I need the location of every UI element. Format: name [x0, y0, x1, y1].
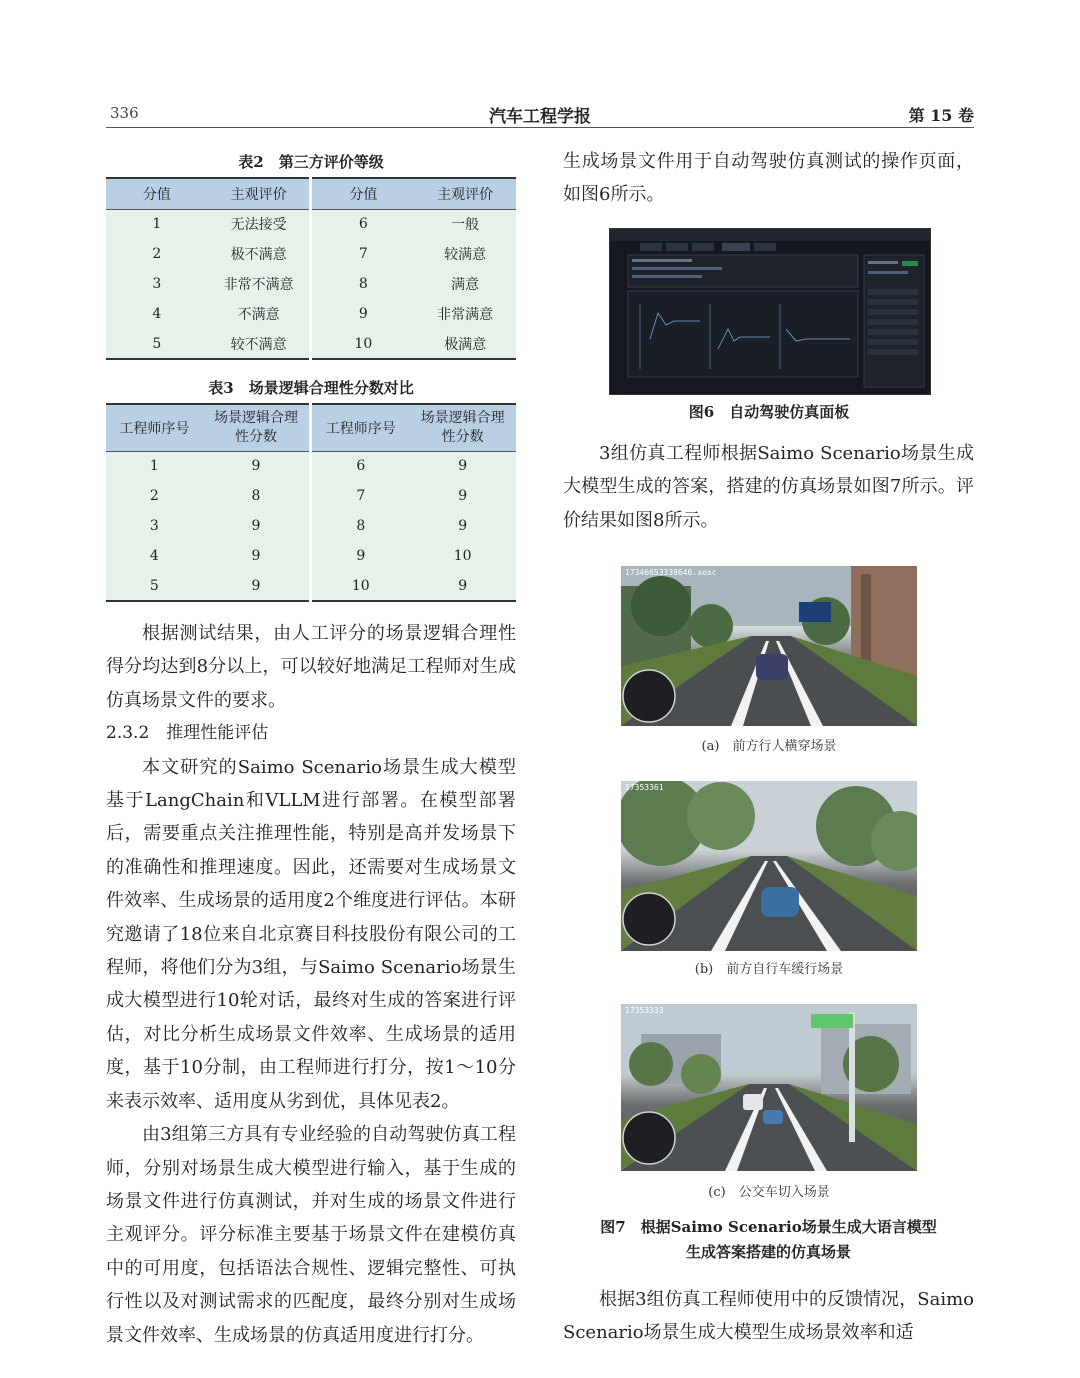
scene-a-graphic	[621, 566, 917, 726]
table-cell: 10	[409, 541, 516, 571]
scene-a-filename: 17346653339646.xosc	[625, 568, 717, 577]
figure6-caption: 图6 自动驾驶仿真面板	[688, 403, 850, 421]
page-number: 336	[110, 104, 139, 122]
table2-header-cell: 主观评价	[414, 178, 516, 209]
paragraph: 根据测试结果，由人工评分的场景逻辑合理性得分均达到8分以上，可以较好地满足工程师对生成仿真场景文件的要求。	[106, 623, 516, 711]
table-cell: 9	[203, 511, 311, 541]
table3-header-cell: 工程师序号	[106, 404, 203, 451]
table-cell: 9	[409, 571, 516, 601]
figure7-caption-line1: 图7 根据Saimo Scenario场景生成大语言模型	[600, 1218, 937, 1236]
table-cell: 3	[106, 511, 203, 541]
table-cell: 5	[106, 329, 208, 359]
table3-header-row	[106, 404, 516, 451]
table-row	[106, 541, 516, 571]
paragraph: 3组仿真工程师根据Saimo Scenario场景生成大模型生成的答案，搭建的仿真场景如图7所示。评价结果如图8所示。	[563, 443, 974, 531]
table-cell: 7	[311, 239, 414, 269]
scene-bus-cut-in	[621, 1004, 917, 1171]
table-cell: 4	[106, 541, 203, 571]
table-cell: 极满意	[414, 329, 516, 359]
table-cell: 不满意	[208, 299, 311, 329]
table-cell: 8	[311, 511, 409, 541]
table-row	[106, 481, 516, 511]
paragraph: 生成场景文件用于自动驾驶仿真测试的操作页面，如图6所示。	[563, 151, 974, 206]
table-cell: 1	[106, 209, 208, 239]
table-cell: 8	[203, 481, 311, 511]
table-cell: 9	[203, 541, 311, 571]
volume-label: 第 15 卷	[908, 106, 974, 125]
table-cell: 较不满意	[208, 329, 311, 359]
table-row	[106, 571, 516, 601]
table-cell: 较满意	[414, 239, 516, 269]
paragraph: 根据3组仿真工程师使用中的反馈情况，Saimo Scenario场景生成大模型生成场景效率和适	[563, 1289, 974, 1344]
right-column-text-top	[563, 145, 974, 212]
figure7b-caption: (b) 前方自行车缓行场景	[694, 962, 844, 977]
table-cell: 6	[311, 451, 409, 481]
left-column-text	[106, 617, 516, 1352]
table-cell: 非常不满意	[208, 269, 311, 299]
table-cell: 2	[106, 481, 203, 511]
table-cell: 2	[106, 239, 208, 269]
table-cell: 8	[311, 269, 414, 299]
scene-pedestrian-crossing	[621, 566, 917, 726]
table-cell: 9	[409, 511, 516, 541]
figure7c-caption: (c) 公交车切入场景	[708, 1185, 830, 1200]
table3-header-cell: 场景逻辑合理性分数	[203, 404, 311, 451]
table-row	[106, 511, 516, 541]
figure7-caption-line2: 生成答案搭建的仿真场景	[685, 1243, 851, 1261]
table-cell: 9	[311, 299, 414, 329]
table2	[106, 177, 516, 360]
table-cell: 9	[311, 541, 409, 571]
simulation-panel-graphic	[610, 229, 930, 394]
table-cell: 极不满意	[208, 239, 311, 269]
paragraph: 由3组第三方具有专业经验的自动驾驶仿真工程师，分别对场景生成大模型进行输入，基于生成的场景文件进行仿真测试，并对生成的场景文件进行主观评分。评分标准主要基于场景文件在建模仿真中的可用度，包括语法合规性、逻辑完整性、可执行性以及对测试需求的匹配度，最终分别对生成场景文件效率、生成场景的仿真适用度进行打分。	[106, 1124, 516, 1346]
table-row	[106, 451, 516, 481]
table-row	[106, 299, 516, 329]
figure7a-caption: (a) 前方行人横穿场景	[701, 739, 837, 754]
scene-b-graphic	[621, 781, 917, 951]
table-cell: 满意	[414, 269, 516, 299]
paragraph: 本文研究的Saimo Scenario场景生成大模型基于LangChain和VLLM进行部署。在模型部署后，需要重点关注推理性能，特别是高并发场景下的准确性和推理速度。因此，还需要对生成场景文件效率、生成场景的适用度2个维度进行评估。本研究邀请了18位来自北京赛目科技股份有限公司的工程师，将他们分为3组，与Saimo Scenario场景生成大模型进行10轮对话，最终对生成的答案进行评估，对比分析生成场景文件效率、生成场景的适用度，基于10分制，由工程师进行打分，按1～10分来表示效率、适用度从劣到优，具体见表2。	[106, 756, 516, 1112]
table2-header-cell: 分值	[311, 178, 414, 209]
table-cell: 9	[409, 451, 516, 481]
table2-header-cell: 主观评价	[208, 178, 311, 209]
table-cell: 非常满意	[414, 299, 516, 329]
scene-bicycle-slow	[621, 781, 917, 951]
right-column-text-middle	[563, 437, 974, 537]
right-column-text-bottom	[563, 1283, 974, 1350]
scene-b-filename: 17353361	[625, 783, 664, 792]
header-rule	[106, 127, 974, 128]
table-cell: 1	[106, 451, 203, 481]
table3	[106, 403, 516, 602]
table-row	[106, 329, 516, 359]
table-cell: 3	[106, 269, 208, 299]
table3-caption: 表3 场景逻辑合理性分数对比	[208, 379, 414, 397]
table-cell: 9	[203, 571, 311, 601]
table-cell: 无法接受	[208, 209, 311, 239]
table2-header-row	[106, 178, 516, 209]
scene-c-graphic	[621, 1004, 917, 1171]
table-row	[106, 239, 516, 269]
table-cell: 9	[409, 481, 516, 511]
table-cell: 10	[311, 329, 414, 359]
table-cell: 6	[311, 209, 414, 239]
table3-header-cell: 场景逻辑合理性分数	[409, 404, 516, 451]
table-row	[106, 269, 516, 299]
table-cell: 4	[106, 299, 208, 329]
table3-header-cell: 工程师序号	[311, 404, 409, 451]
table-cell: 10	[311, 571, 409, 601]
table-cell: 一般	[414, 209, 516, 239]
journal-title: 汽车工程学报	[489, 107, 591, 127]
table-cell: 7	[311, 481, 409, 511]
table-row	[106, 209, 516, 239]
table-cell: 9	[203, 451, 311, 481]
scene-c-filename: 17353333	[625, 1006, 664, 1015]
section-heading: 2.3.2 推理性能评估	[106, 723, 269, 744]
table2-caption: 表2 第三方评价等级	[238, 153, 384, 171]
table-cell: 5	[106, 571, 203, 601]
table2-header-cell: 分值	[106, 178, 208, 209]
figure6-simulation-panel	[609, 228, 931, 395]
